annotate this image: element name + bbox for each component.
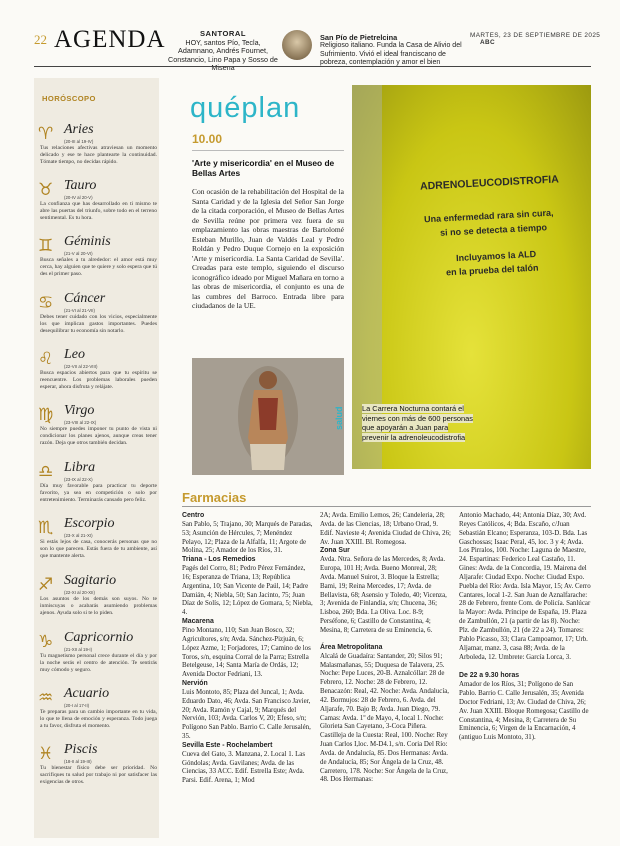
sign-text: No siempre puedes imponer tu punto de vista ni condicionar los planes ajenos, aunque creas tener razón. Deja que otros también decidan. bbox=[40, 426, 157, 447]
leo-icon: ♌ bbox=[38, 349, 54, 369]
sign-name: Géminis bbox=[64, 234, 111, 249]
libra-icon: ♎ bbox=[38, 462, 54, 482]
zone-text: Alcalá de Guadaíra: Santander, 20; Silos 91; Malasmañanas, 55; Duquesa de Talavera, 25. Noche: Pepe Luces, 20-B. Aznalcóllar: 28 de Febrero, 12. Noche: 28 de Febrero, 12. Benacazón: Real, 42. Noche: Avda. Andalucía, 42. Bormujos: 28 de Febrero, 6. Avda. del Aljarafe, 70. Bajo B; Avda. Juan Diego, 79. Camas: Avda. 1º de Mayo, 4, local 1. Noche: Glorieta San Cayetano, 3-Coca Piñera. Castilleja de la Cuesta: Real, 100. Noche: Rey Juan Carlos I,loc. M-D4.1, s/n. Coria Del Río: Avda. de Andalucía, 85. Dos Hermanas: Avda. de Andalucía, 85; Sor Ángela de la Cruz, 48. Carretero, 178. Noche: Sor Ángela de la Cruz, 48. Dos Hermanas: bbox=[320, 652, 450, 784]
sign-dates: (23-VIII al 22-IX) bbox=[64, 420, 97, 425]
sign-name: Capricornio bbox=[64, 630, 134, 645]
farmacias-rule bbox=[182, 506, 591, 507]
zone-text: Avda. Ntra. Señora de las Mercedes, 8; Avda. Europa, 101 H; Avda. Bueno Monreal, 28; Avda. Manuel Suirot, 3. Bloque la Estrella; Bami, 19; Reina Mercedes, 17; Avda. de Bellavista, 68; Asensio y Toledo, 40; Vicenza, 3; Avenida de Finlandia, s/n; Chucena, 36; Lisboa, 260; Bda. La Oliva. Loc. 8-9; Perséfone, 6; Castillo de Constantina, 4; Mesina, 8; Carretera de su Eminencia, 6. bbox=[320, 556, 447, 634]
capricorn-icon: ♑ bbox=[38, 632, 54, 652]
zone-heading: Zona Sur bbox=[320, 547, 350, 555]
sign-text: Día muy favorable para practicar tu deporte favorito, ya sea en competición o solo por entretenimiento. Terminarás cansado pero feliz. bbox=[40, 483, 157, 504]
zone-text: Amador de los Ríos, 31; Polígono de San Pablo. Barrio C. Calle Jerusalén, 35; Avenida Doctor Fedriani, 13; Av. Ciudad de Chiva, 26; Av. Juan XXIII. Bloque Romegosa; Castillo de Constantina, 4; Mesina, 8; Carretera de Su Eminencia, 6; Virgen de la Encarnación, 4 (antiguo Luis Montoto, 31). bbox=[459, 681, 589, 742]
shirt-line-1: ADRENOLEUCODISTROFIA bbox=[419, 173, 560, 193]
sign-dates: (22-XI al 20-XII) bbox=[64, 590, 95, 595]
farmacia-block bbox=[320, 644, 452, 786]
shirt-line-4: Incluyamos la ALD bbox=[455, 248, 537, 264]
sign-dates: (20-IV al 20-V) bbox=[64, 195, 93, 200]
page-number: 22 bbox=[34, 32, 47, 47]
gemini-icon: ♊ bbox=[38, 236, 54, 256]
date: MARTES, 23 DE SEPTIEMBRE DE 2025 bbox=[470, 32, 601, 39]
saint-portrait bbox=[282, 30, 312, 60]
statue-photo bbox=[192, 358, 344, 475]
horoscope-title: HORÓSCOPO bbox=[42, 94, 96, 103]
sign-name: Cáncer bbox=[64, 291, 106, 306]
santoral-text: HOY, santos Pío, Tecla, Adamnano, Andrés Fournet, Constancio, Lino Papa y Sosso de Misena bbox=[168, 37, 278, 73]
farmacia-block bbox=[320, 512, 452, 547]
statue-image bbox=[192, 358, 344, 475]
zone-heading: Macarena bbox=[182, 618, 214, 626]
zone-text: Cueva del Gato, 3. Manzana, 2. Local 1. Las Góndolas; Avda. Gavilanes; Avda. de las Ciencias, 33 ACC. Edif. Estrella Este; Avda. Parsi. Edif. Arena, 1; Mod bbox=[182, 750, 306, 785]
zone-text: Pagés del Corro, 81; Pedro Pérez Fernández, 16; Esperanza de Triana, 13; República Argentina, 10; San Vicente de Paúl, 14; Padre Damián, 4; Niebla, 50; San Jacinto, 75; Juan Díaz de Solís, 12; López de Gomara, 5; Niebla, 4. bbox=[182, 565, 313, 617]
queplan-logo: quéplan bbox=[190, 92, 301, 124]
sign-name: Libra bbox=[64, 460, 96, 475]
farmacias-column-2 bbox=[320, 512, 452, 785]
sign-dates: (23-X al 21-XI) bbox=[64, 533, 93, 538]
saint-title: San Pío de Pietrelcina bbox=[320, 33, 398, 42]
farmacias-column-1 bbox=[182, 512, 314, 786]
sign-dates: (21-XII al 19-I) bbox=[64, 647, 93, 652]
farmacia-block bbox=[182, 742, 314, 786]
sign-name: Piscis bbox=[64, 742, 98, 757]
zone-text: San Pablo, 5; Trajano, 30; Marqués de Paradas, 53; Asunción de Hércules, 7; Menéndez Pelayo, 12; Plaza de la Alfalfa, 11; Argote de Molina, 25; Amador de los Ríos, 31. bbox=[182, 520, 313, 555]
cancer-icon: ♋ bbox=[38, 293, 54, 313]
zone-text: 2A; Avda. Emilio Lemos, 26; Candeleria, 28; Avda. de las Ciencias, 18; Urbano Orad, 9. Edif. Navieste 4; Avenida Ciudad de Chiva, 26; Av. Juan XXIII. Bl. Romegosa. bbox=[320, 512, 451, 546]
event-text: Con ocasión de la rehabilitación del Hospital de la Santa Caridad y de la Iglesia del Señor San Jorge de la citada corporación, el Museo de Bellas Artes de Sevilla reúne por primera vez fuera de su emplazamiento las obras maestras de Bartolomé Esteban Murillo, Juan de Valdés Leal y Pedro Roldán y Pedro Duque Cornejo en la exposición 'Arte y misericordia. La Santa Caridad de Sevilla'. Creadas para este templo, siguiendo el discurso iconográfico ideado por Miguel Mañara en torno a las obras de misericordia, el conjunto es una de las cumbres del Barroco. Entrada libre para ciudadanos de la UE. bbox=[192, 187, 344, 310]
sign-text: Busca señales a tu alrededor: el amor está muy cerca, hay alguien que te quiere y solo espera que tú des el primer paso. bbox=[40, 257, 157, 278]
sign-dates: (21-VI al 21-VII) bbox=[64, 308, 95, 313]
sign-dates: (23-IX al 22-X) bbox=[64, 477, 93, 482]
zone-heading: Triana - Los Remedios bbox=[182, 556, 256, 564]
zone-heading: Sevilla Este - Rochelambert bbox=[182, 741, 273, 749]
farmacia-block bbox=[182, 680, 314, 742]
farmacias-title: Farmacias bbox=[182, 490, 247, 505]
taurus-icon: ♉ bbox=[38, 180, 54, 200]
zone-heading: De 22 a 9.30 horas bbox=[459, 672, 520, 680]
sign-text: Tu magnetismo personal crece durante el día y por la noche serás el centro de atención. Te sentirás muy cómodo y seguro. bbox=[40, 653, 157, 674]
farmacia-block bbox=[459, 672, 591, 743]
farmacia-block bbox=[182, 618, 314, 680]
scorpio-icon: ♏ bbox=[38, 518, 54, 538]
zone-text: Pino Montano, 110; San Juan Bosco, 32; Agricultores, s/n; Avda. Sánchez-Pizjuán, 6; López Azme, 1; Forjadores, 17; Camino de los Toros, s/n, esquina Corral de la Parra; Estrella Betelgeuse, 14; Santa María de Ordás, 12; Avenida Doctor Fedriani, 13. bbox=[182, 626, 311, 679]
zone-heading: Área Metropolitana bbox=[320, 643, 383, 651]
zone-heading: Centro bbox=[182, 512, 205, 519]
pisces-icon: ♓ bbox=[38, 744, 54, 764]
shirt-line-3: si no se detecta a tiempo bbox=[439, 222, 548, 238]
event-title: 'Arte y misericordia' en el Museo de Bellas Artes bbox=[192, 158, 335, 178]
sign-dates: (20-III al 19-IV) bbox=[64, 139, 94, 144]
sign-text: Los asuntos de los demás son suyos. No te inmiscuyas o acabarás asumiendo problemas ajenos. Ayuda solo si te lo piden. bbox=[40, 596, 157, 617]
sign-text: Tus relaciones afectivas atraviesan un momento delicado y ese te hace plantearte la continuidad. Tómate tiempo, no decidas rápido. bbox=[40, 145, 157, 166]
saint-feature bbox=[320, 34, 470, 68]
photo-caption bbox=[362, 404, 474, 442]
sign-dates: (20-I al 17-II) bbox=[64, 703, 90, 708]
sign-text: Tu bienestar físico debe ser prioridad. No sacrifiques tu salud por trabajo ni por satisfacer las exigencias de otros. bbox=[40, 765, 157, 786]
queplan-rule bbox=[192, 150, 344, 151]
farmacia-block bbox=[320, 547, 452, 635]
santoral-title: SANTORAL bbox=[199, 29, 247, 38]
farmacia-block bbox=[182, 556, 314, 618]
sign-dates: (22-VII al 22-VIII) bbox=[64, 364, 98, 369]
sign-name: Escorpio bbox=[64, 516, 115, 531]
sign-text: Si estás lejos de casa, conocerás personas que no son lo que parecen. Estás fuera de tu ambiente, así que mantente alerta. bbox=[40, 539, 157, 560]
section-label: salud bbox=[334, 406, 344, 430]
zone-text: Antonio Machado, 44; Antonia Díaz, 30; Avd. Reyes Católicos, 4; Bda. Escaño, c/Juan Sebastián Elcano; Esperanza, 103-D. Bda. Las Gaschossas; Isaac Peral, 45, loc. 3 y 4; Avda. Los Pirralos, 100. Noche: Laguna de Maestre, 24. Espartinas: Federico Leal Castaño, 11. Gines: Avda. de la Concordia, 19. Mairena del Aljarafe: Ciudad Expo. Noche: Ciudad Expo. Puebla del Río: Avda. Isla Mayor, 15; Av. Cerro Cantares, local 1-2. San Juan de Aznalfarache: 28 de Febrero, frente Com. de Policía. Sanlúcar la Mayor: Avda. Príncipe de España, 19. Plaza de Zambullón, 21 (a partir de las 8). Noche: Plz. de Zambullón, 21 (de 22 a 24). Tomares: Pablo Picasso, 33; Clara Campoamor, 17; Urb. Aljamar, manz. 3, casa 88; Avda. de la Arboleda, 12. Umbrete: García Lorca, 3. bbox=[459, 512, 591, 661]
zone-text: Luis Montoto, 85; Plaza del Juncal, 1; Avda. Eduardo Dato, 46; Avda. San Francisco Javier, 20; Avda. Ramón y Cajal, 9; Marqués del Nervión, 103; Avda. Carlos V, 20; Efeso, s/n; Polígono San Pablo. Barrio C. Calle Jerusalén, 35. bbox=[182, 688, 311, 741]
saint-text: Religioso italiano. Funda la Casa de Alivio del Sufrimiento. Vivió el ideal franciscano de pobreza, contemplación y amor el bien bbox=[320, 42, 462, 67]
sagittarius-icon: ♐ bbox=[38, 575, 54, 595]
aries-icon: ♈ bbox=[38, 124, 54, 144]
caption-text: La Carrera Nocturna contará el viernes con más de 600 personas que apoyarán a Juan para prevenir la adrenoleucodistrofia bbox=[362, 404, 473, 442]
shirt-line-5: en la prueba del talón bbox=[445, 262, 539, 278]
sign-text: Te preparas para un cambio importante en tu vida, lo que te llena de emoción y esperanza. Todo juega a tu favor, disfruta el momento. bbox=[40, 709, 157, 730]
sign-name: Acuario bbox=[64, 686, 110, 701]
horoscope-list bbox=[34, 0, 159, 846]
publication: ABC bbox=[480, 39, 496, 46]
sign-dates: (18-II al 19-III) bbox=[64, 759, 92, 764]
sign-name: Aries bbox=[64, 122, 94, 137]
sign-dates: (21-V al 20-VI) bbox=[64, 251, 93, 256]
sign-name: Leo bbox=[64, 347, 85, 362]
zone-heading: Nervión bbox=[182, 680, 208, 688]
sign-text: La confianza que has desarrollado en ti mismo te abre las puertas del triunfo, sobre todo en el terreno sentimental. Es tu hora. bbox=[40, 201, 157, 222]
sign-name: Sagitario bbox=[64, 573, 117, 588]
section-title: AGENDA bbox=[54, 26, 166, 53]
event-time: 10.00 bbox=[192, 132, 223, 146]
virgo-icon: ♍ bbox=[38, 405, 54, 425]
farmacia-block bbox=[459, 512, 591, 662]
shirt-line-2: Una enfermedad rara sin cura, bbox=[423, 207, 554, 225]
farmacia-block bbox=[182, 512, 314, 556]
dateline bbox=[470, 32, 620, 46]
farmacias-column-3 bbox=[459, 512, 591, 743]
sign-name: Tauro bbox=[64, 178, 97, 193]
sign-text: Busca espacios abiertos para que tu espíritu se reencuentre. Los problemas laborales pueden esperar, ahora disfruta y relájate. bbox=[40, 370, 157, 391]
sign-name: Virgo bbox=[64, 403, 95, 418]
sign-text: Debes tener cuidado con los vicios, especialmente los que implican gastos importantes. Puedes desequilibrar tu economía sin notarlo. bbox=[40, 314, 157, 335]
aquarius-icon: ♒ bbox=[38, 688, 54, 708]
